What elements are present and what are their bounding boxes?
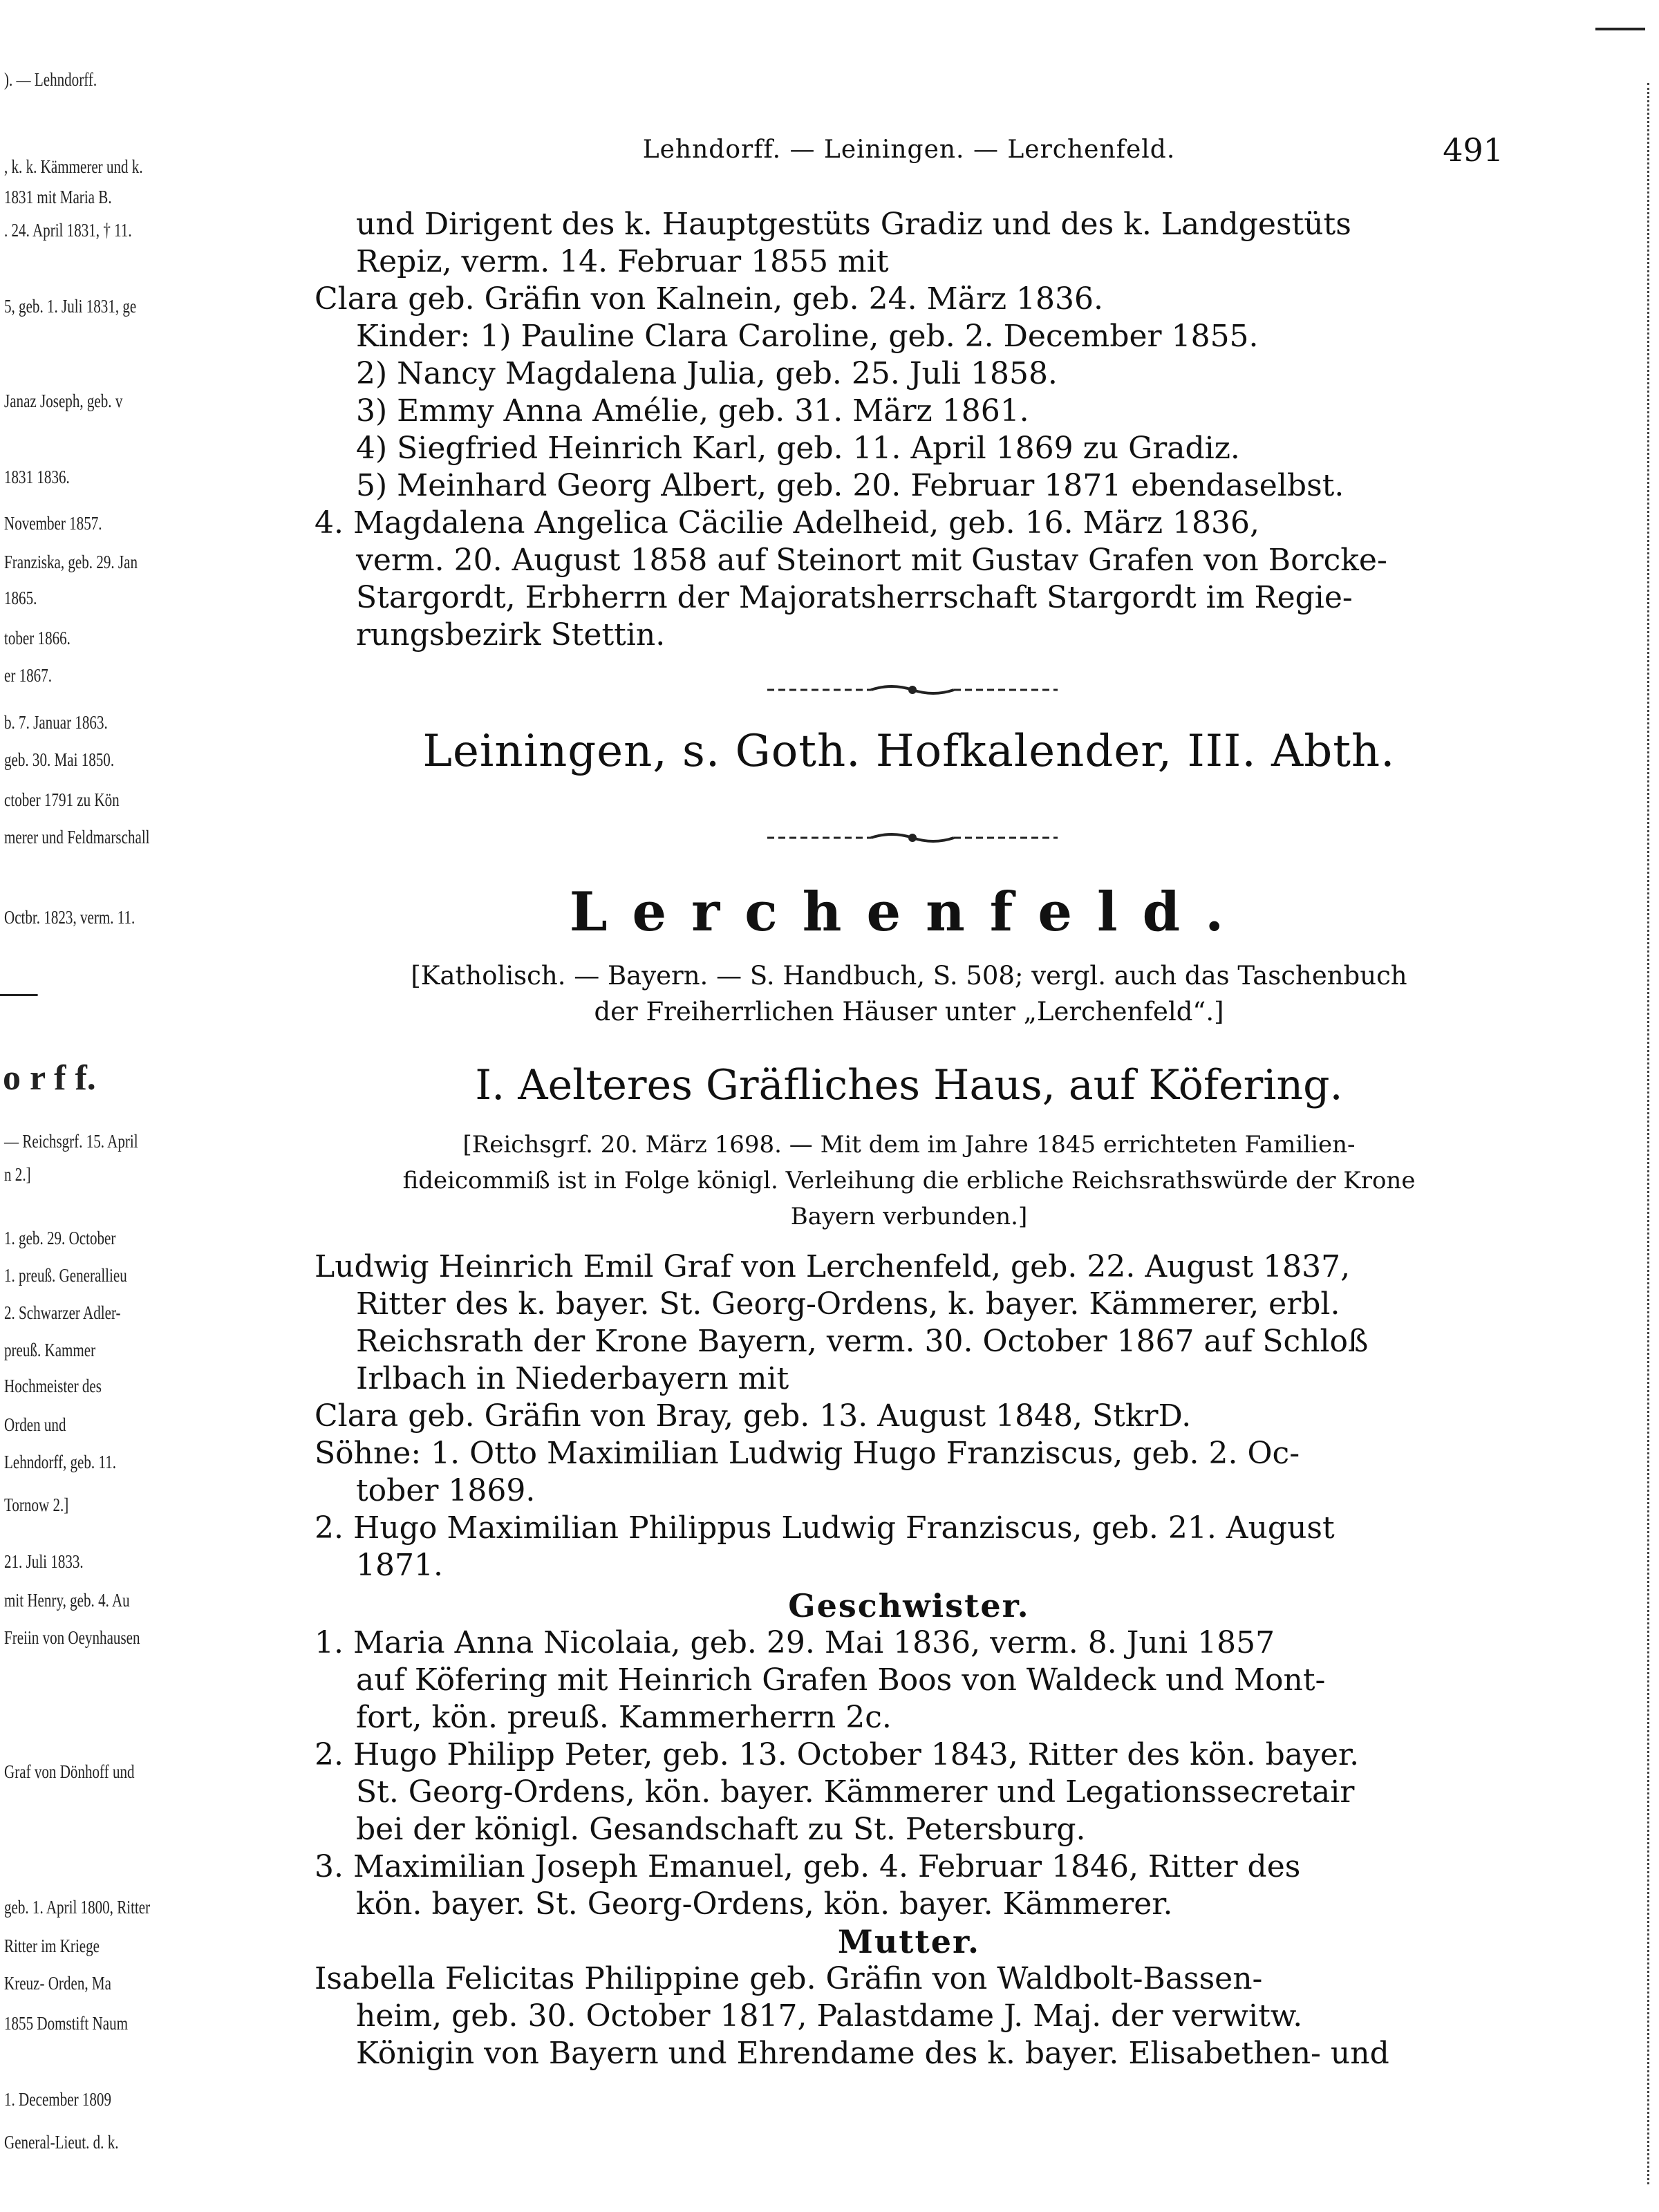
- mutter-heading: Mutter.: [837, 1923, 981, 1960]
- lerchenfeld-heading: Lerchenfeld.: [569, 881, 1249, 944]
- bleed-line: b. 7. Januar 1863.: [4, 712, 108, 733]
- text-line: 4) Siegfried Heinrich Karl, geb. 11. April 1869 zu Gradiz.: [356, 431, 1240, 466]
- main-entry: [315, 1248, 1503, 1584]
- bleed-line: 1. preuß. Generallieu: [4, 1265, 127, 1286]
- bleed-line: preuß. Kammer: [4, 1340, 96, 1360]
- bleed-line: Franziska, geb. 29. Jan: [4, 552, 138, 572]
- text-line: heim, geb. 30. October 1817, Palastdame J. Maj. der verwitw.: [356, 1998, 1303, 2034]
- text-line: Ludwig Heinrich Emil Graf von Lerchenfeld, geb. 22. August 1837,: [315, 1249, 1351, 1284]
- text-line: Reichsrath der Krone Bayern, verm. 30. October 1867 auf Schloß: [356, 1324, 1369, 1359]
- bleed-line: Orden und: [4, 1414, 66, 1435]
- house-section: [315, 1058, 1503, 1235]
- bleed-line: General-Lieut. d. k.: [4, 2132, 119, 2153]
- bleed-line: Lehndorff, geb. 11.: [4, 1452, 117, 1472]
- geschwister-heading: Geschwister.: [788, 1587, 1030, 1624]
- bleed-line: 1831 1836.: [4, 467, 70, 487]
- text-line: fort, kön. preuß. Kammerherrn 2c.: [356, 1700, 892, 1735]
- bleed-heading: o r f f.: [3, 1058, 96, 1098]
- bleed-line: 1865.: [4, 588, 37, 608]
- text-line: 2) Nancy Magdalena Julia, geb. 25. Juli 1858.: [356, 356, 1058, 391]
- bleed-line: Kreuz- Orden, Ma: [4, 1973, 111, 1994]
- bleed-line: geb. 1. April 1800, Ritter: [4, 1897, 151, 1918]
- running-head: [315, 131, 1503, 170]
- bleed-line: — Reichsgrf. 15. April: [4, 1131, 138, 1152]
- text-line: Ritter des k. bayer. St. Georg-Ordens, k. bayer. Kämmerer, erbl.: [356, 1286, 1340, 1322]
- bleed-line: . 24. April 1831, † 11.: [4, 220, 132, 241]
- text-line: Stargordt, Erbherrn der Majoratsherrschaft Stargordt im Regie-: [356, 580, 1353, 615]
- facing-page-bleed: [0, 0, 228, 2212]
- note-line: [Katholisch. — Bayern. — S. Handbuch, S. 508; vergl. auch das Taschenbuch: [411, 961, 1407, 991]
- bleed-line: Hochmeister des: [4, 1376, 102, 1396]
- bleed-line: Janaz Joseph, geb. v: [4, 391, 123, 411]
- text-line: Kinder: 1) Pauline Clara Caroline, geb. 2. December 1855.: [356, 319, 1259, 354]
- bleed-line: merer und Feldmarschall: [4, 827, 150, 847]
- text-line: 2. Hugo Maximilian Philippus Ludwig Franziscus, geb. 21. August: [315, 1510, 1335, 1546]
- mutter-section: [315, 1923, 1503, 2072]
- text-line: 3. Maximilian Joseph Emanuel, geb. 4. Februar 1846, Ritter des: [315, 1849, 1301, 1884]
- text-line: 4. Magdalena Angelica Cäcilie Adelheid, geb. 16. März 1836,: [315, 505, 1259, 541]
- bleed-line: 5, geb. 1. Juli 1831, ge: [4, 296, 137, 317]
- text-line: 2. Hugo Philipp Peter, geb. 13. October 1843, Ritter des kön. bayer.: [315, 1737, 1360, 1772]
- bleed-line: 1. December 1809: [4, 2089, 111, 2110]
- bleed-line: , k. k. Kämmerer und k.: [4, 156, 143, 177]
- running-head-title: Lehndorff. — Leiningen. — Lerchenfeld.: [642, 135, 1176, 164]
- text-line: St. Georg-Ordens, kön. bayer. Kämmerer und Legationssecretair: [356, 1774, 1355, 1810]
- ornamental-rule: [767, 830, 1058, 846]
- lehndorff-continuation: [315, 206, 1503, 654]
- lerchenfeld-section: [315, 878, 1503, 1030]
- text-line: kön. bayer. St. Georg-Ordens, kön. bayer. Kämmerer.: [356, 1886, 1173, 1922]
- text-line: Irlbach in Niederbayern mit: [356, 1361, 789, 1396]
- bleed-line: 1831 mit Maria B.: [4, 187, 112, 207]
- text-line: Repiz, verm. 14. Februar 1855 mit: [356, 244, 889, 279]
- bleed-line: 1855 Domstift Naum: [4, 2013, 129, 2034]
- bleed-line: ). — Lehndorff.: [4, 69, 97, 90]
- bleed-line: ctober 1791 zu Kön: [4, 789, 120, 810]
- bleed-line: November 1857.: [4, 513, 102, 534]
- corner-mark: [1595, 28, 1645, 30]
- text-line: 1. Maria Anna Nicolaia, geb. 29. Mai 1836, verm. 8. Juni 1857: [315, 1625, 1275, 1660]
- bleed-line: 21. Juli 1833.: [4, 1551, 84, 1572]
- leiningen-section: [315, 726, 1503, 777]
- leiningen-heading: Leiningen, s. Goth. Hofkalender, III. Abth.: [422, 726, 1396, 777]
- text-line: und Dirigent des k. Hauptgestüts Gradiz und des k. Landgestüts: [356, 207, 1351, 242]
- note-line: der Freiherrlichen Häuser unter „Lerchenfeld“.]: [594, 997, 1224, 1027]
- text-line: auf Köfering mit Heinrich Grafen Boos von Waldeck und Mont-: [356, 1662, 1326, 1698]
- text-line: Clara geb. Gräfin von Bray, geb. 13. August 1848, StkrD.: [315, 1398, 1192, 1434]
- bleed-line: n 2.]: [4, 1164, 31, 1185]
- text-line: verm. 20. August 1858 auf Steinort mit Gustav Grafen von Borcke-: [356, 543, 1387, 578]
- bleed-line: Ritter im Kriege: [4, 1936, 100, 1956]
- text-line: rungsbezirk Stettin.: [356, 617, 666, 653]
- text-line: Clara geb. Gräfin von Kalnein, geb. 24. März 1836.: [315, 281, 1104, 317]
- page-number: 491: [1443, 131, 1503, 169]
- geschwister-section: [315, 1587, 1503, 1923]
- bleed-rule: [0, 994, 38, 996]
- bleed-line: mit Henry, geb. 4. Au: [4, 1590, 130, 1611]
- bleed-line: tober 1866.: [4, 628, 71, 648]
- note-line: [Reichsgrf. 20. März 1698. — Mit dem im Jahre 1845 errichteten Familien-: [462, 1131, 1356, 1159]
- text-line: 5) Meinhard Georg Albert, geb. 20. Februar 1871 ebendaselbst.: [356, 468, 1344, 503]
- house-heading: I. Aelteres Gräfliches Haus, auf Köfering.: [475, 1061, 1343, 1109]
- bleed-line: Tornow 2.]: [4, 1494, 69, 1515]
- page-edge: [1647, 83, 1649, 2184]
- ornamental-rule: [767, 682, 1058, 698]
- bleed-line: er 1867.: [4, 665, 53, 686]
- text-line: Söhne: 1. Otto Maximilian Ludwig Hugo Franziscus, geb. 2. Oc-: [315, 1436, 1300, 1471]
- note-line: fideicommiß ist in Folge königl. Verleihung die erbliche Reichsrathswürde der Krone: [402, 1167, 1416, 1194]
- bleed-line: Graf von Dönhoff und: [4, 1761, 135, 1782]
- text-line: bei der königl. Gesandschaft zu St. Petersburg.: [356, 1812, 1086, 1847]
- bleed-line: 2. Schwarzer Adler-: [4, 1302, 121, 1323]
- text-line: tober 1869.: [356, 1473, 536, 1508]
- bleed-line: Freiin von Oeynhausen: [4, 1627, 140, 1648]
- bleed-line: 1. geb. 29. October: [4, 1228, 116, 1248]
- bleed-line: Octbr. 1823, verm. 11.: [4, 907, 135, 928]
- text-line: Isabella Felicitas Philippine geb. Gräfin von Waldbolt-Bassen-: [315, 1961, 1263, 1996]
- bleed-line: geb. 30. Mai 1850.: [4, 749, 115, 770]
- note-line: Bayern verbunden.]: [790, 1203, 1028, 1230]
- text-line: Königin von Bayern und Ehrendame des k. bayer. Elisabethen- und: [356, 2036, 1389, 2071]
- text-line: 1871.: [356, 1548, 443, 1583]
- text-line: 3) Emmy Anna Amélie, geb. 31. März 1861.: [356, 393, 1029, 429]
